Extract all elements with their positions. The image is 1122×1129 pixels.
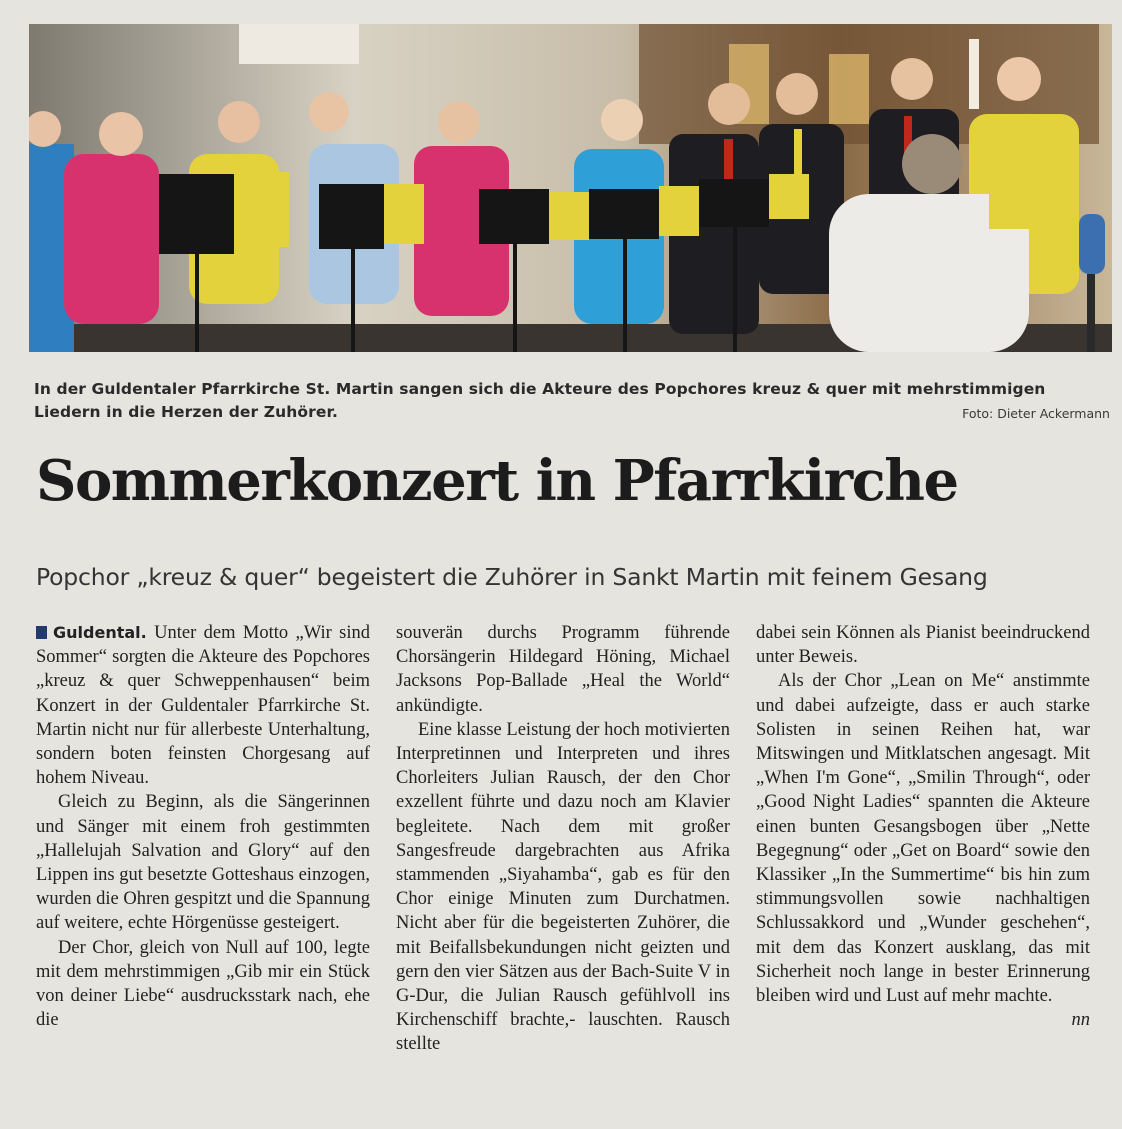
article-body <box>36 621 1102 1121</box>
dateline: Guldental. <box>53 623 147 642</box>
choir-photo <box>29 24 1112 352</box>
choir-photo-illustration <box>29 24 1112 352</box>
article-column-2 <box>396 621 730 1121</box>
photo-caption: In der Guldentaler Pfarrkirche St. Martin sangen sich die Akteure des Popchores kreuz & quer mit mehrstimmigen Liedern in die Herzen der Zuhörer. <box>34 380 1046 421</box>
article-paragraph: Der Chor, gleich von Null auf 100, legte mit dem mehrstimmigen „Gib mir ein Stück von deiner Liebe“ ausdrucksstark nach, ehe die <box>36 937 370 1031</box>
article-paragraph: souverän durchs Programm führende Chorsängerin Hildegard Höning, Michael Jacksons Pop-Ballade „Heal the World“ ankündigte. <box>396 623 730 716</box>
headline: Sommerkonzert in Pfarrkirche <box>36 448 958 514</box>
subheadline: Popchor „kreuz & quer“ begeistert die Zuhörer in Sankt Martin mit feinem Gesang <box>36 563 988 591</box>
article-paragraph: Gleich zu Beginn, als die Sängerinnen und Sänger mit einem froh gestimmten „Hallelujah Salvation and Glory“ auf den Lippen ins gut besetzte Gotteshaus einzogen, wurden die Ohren gespitzt und die Spannung auf weitere, echte Hörgenüsse gesteigert. <box>36 792 370 934</box>
article-paragraph: dabei sein Können als Pianist beeindruckend unter Beweis. <box>756 623 1090 668</box>
article-column-3 <box>756 621 1090 1121</box>
photo-credit: Foto: Dieter Ackermann <box>962 406 1110 421</box>
article-column-1 <box>36 621 370 1121</box>
article-paragraph: Eine klasse Leistung der hoch motivierten Interpretinnen und Interpreten und ihres Chorleiters Julian Rausch, der den Chor exzellent führte und dazu noch am Klavier begleitete. Nach dem mit großer Sangesfreude dargebrachten aus Afrika stammenden „Siyahamba“, gab es für den Chor einige Minuten zum Durchatmen. Nicht aber für die begeisterten Zuhörer, die mit Beifallsbekundungen nicht geizten und gern den vier Sätzen aus der Bach-Suite V in G-Dur, die Julian Rausch gefühlvoll ins Kirchenschiff brachte,- lauschten. Rausch stellte <box>396 719 730 1055</box>
article-paragraph: Als der Chor „Lean on Me“ anstimmte und dabei aufzeigte, dass er auch starke Solisten in seinen Reihen hat, war Mitswingen und Mitklatschen angesagt. Mit „When I'm Gone“, „Smilin Through“, oder „Good Night Ladies“ spannten die Akteure einen bunten Gesangsbogen über „Nette Begegnung“ oder „Get on Board“ sowie den Klassiker „In the Summertime“ bis hin zum stimmungsvollen sowie nachhaltigen Schlussakkord und „Wunder geschehen“, mit dem das Konzert ausklang, das mit Sicherheit noch lange in bester Erinnerung bleiben wird und Lust auf mehr machte. <box>756 671 1090 1007</box>
square-bullet-icon <box>36 626 47 639</box>
article-paragraph: Guldental. Unter dem Motto „Wir sind Sommer“ sorgten die Akteure des Popchores „kreuz & quer Schweppenhausen“ beim Konzert in der Guldentaler Pfarrkirche St. Martin nicht nur für allerbeste Unterhaltung, sondern boten feinsten Chorgesang auf hohem Niveau. <box>36 623 370 789</box>
author-signature: nn <box>1071 1010 1090 1031</box>
